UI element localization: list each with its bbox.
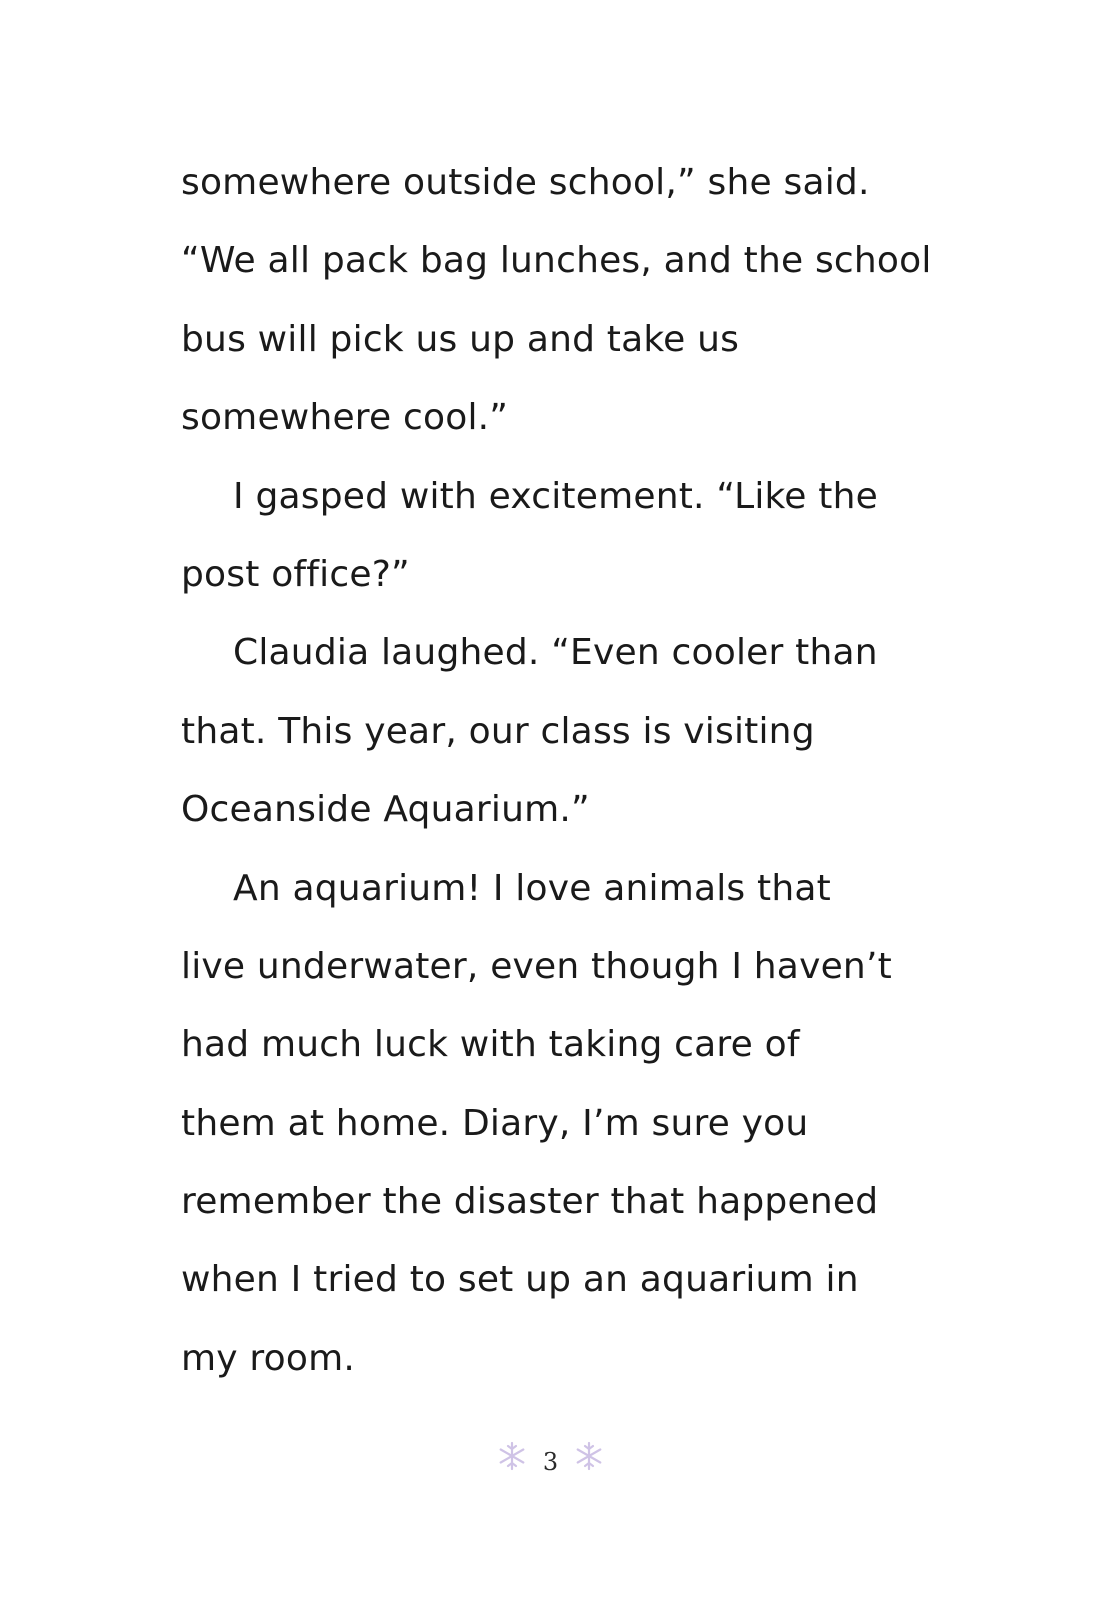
snowflake-icon <box>497 1441 527 1482</box>
text-line: An aquarium! I love animals that <box>233 867 831 909</box>
text-line: remember the disaster that happened <box>181 1181 879 1223</box>
snowflake-icon <box>574 1441 604 1482</box>
text-line: bus will pick us up and take us <box>181 318 740 360</box>
page-number: 3 <box>542 1447 559 1476</box>
text-line: had much luck with taking care of <box>181 1024 800 1066</box>
text-line: when I tried to set up an aquarium in <box>181 1259 859 1301</box>
text-line: somewhere cool.” <box>181 397 509 439</box>
text-line: Oceanside Aquarium.” <box>181 789 590 831</box>
text-line: them at home. Diary, I’m sure you <box>181 1102 809 1144</box>
text-line: Claudia laughed. “Even cooler than <box>233 632 878 674</box>
text-line: live underwater, even though I haven’t <box>181 945 892 987</box>
text-line: “We all pack bag lunches, and the school <box>181 240 932 282</box>
body-text <box>181 150 941 1404</box>
text-line: somewhere outside school,” she said. <box>181 162 870 203</box>
text-line: post office?” <box>181 553 410 595</box>
text-line: I gasped with excitement. “Like the <box>233 475 878 517</box>
text-line: my room. <box>181 1337 355 1379</box>
text-line: that. This year, our class is visiting <box>181 710 815 752</box>
page-folio <box>0 1440 1101 1482</box>
